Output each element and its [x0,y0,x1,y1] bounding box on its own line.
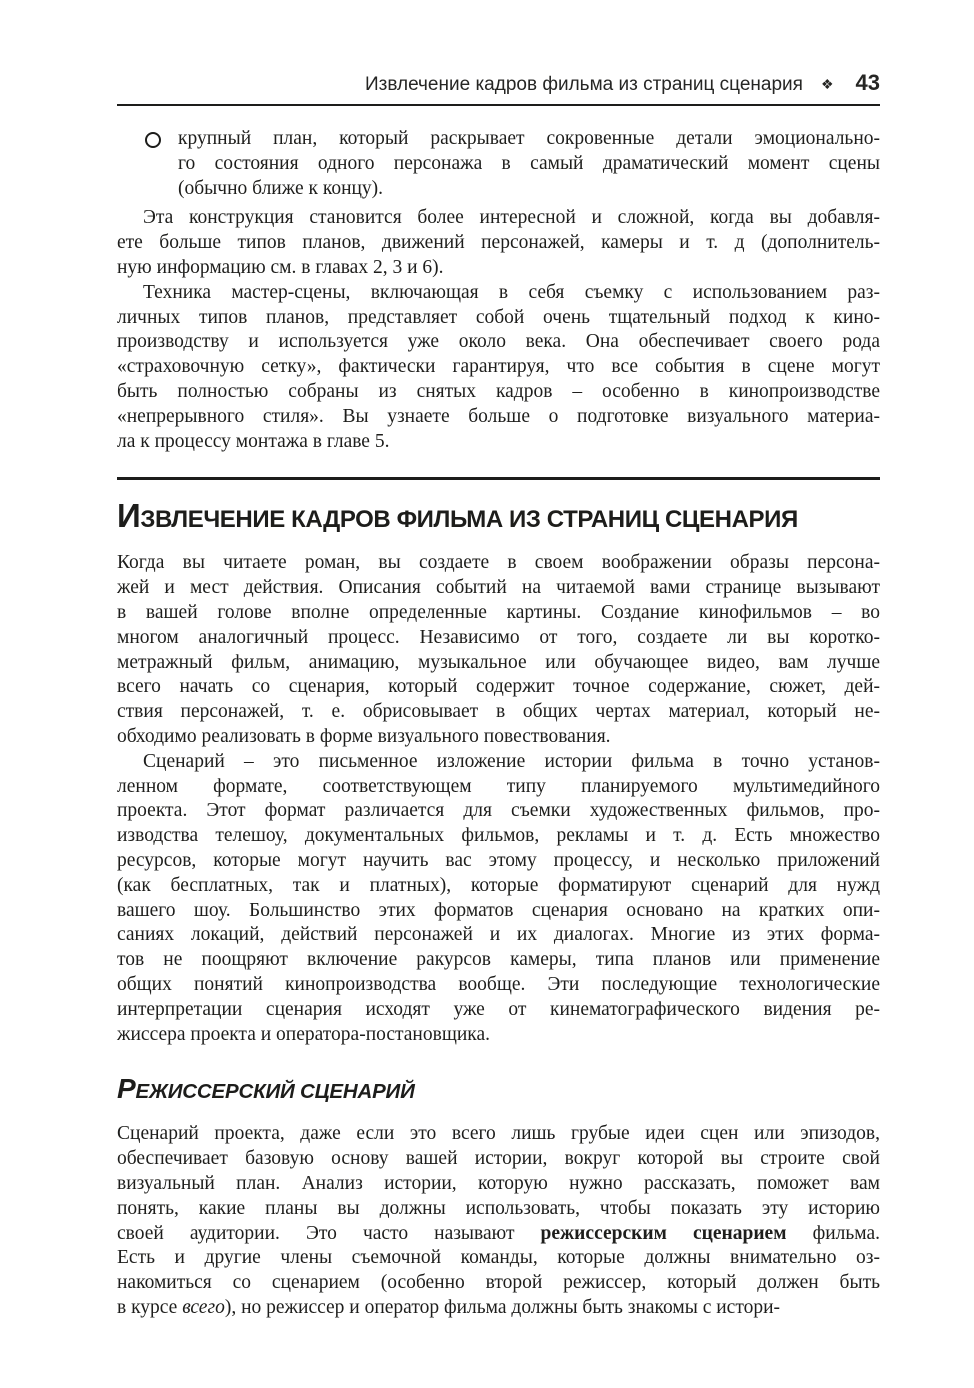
running-head-title: Извлечение кадров фильма из страниц сценария [364,74,803,95]
running-head [117,70,880,96]
bullet-list-item [145,127,880,201]
paragraph-directors-script: Сценарий проекта, даже если это всего лишь грубые идеи сцен или эпизодов, обеспечивает базовую основу вашей истории, вокруг которой вы строите свой визуальный план. Анализ истории, которую нужно рассказать, поможет вам понять, какие планы вы должны использовать, чтобы показать эту историю своей аудитории. Это часто называют режиссерским сценарием фильма. Есть и другие члены съемочной команды, которые должны внимательно оз- накомиться со сценарием (особенно второй режиссер, который должен быть в курсе всего), но режиссер и оператор фильма должны быть знакомы с истори- [117,1123,880,1318]
paragraph-reading-novel: Когда вы читаете роман, вы создаете в своем воображении образы персона- жей и мест действия. Описания событий на читаемой вами странице вызывают в вашей голове вполне определенные картины. Создание кинофильмов – во многом аналогичный процесс. Независимо от того, создаете ли вы коротко- метражный фильм, анимацию, музыкальное или обучающее видео, вам лучше всего начать со сценария, который содержит точное содержание, сюжет, дей- ствия персонажей, т. е. обрисовывает в общих чертах материал, который не- обходимо реализовать в форме визуального повествования. [117,552,880,748]
four-diamond-icon: ❖ [820,76,834,92]
paragraph-master-scene: Техника мастер-сцены, включающая в себя съемку с использованием раз- личных типов планов, представляет собой очень тщательный подход к кино- производству и используется уже около века. Она обеспечивает своего рода «страховочную сетку», фактически гарантируя, что все события в сцене могут быть полностью собраны из снятых кадров – особенно в кинопроизводстве «непрерывного стиля». Вы узнаете больше о подготовке визуального материа- ла к процессу монтажа в главе 5. [117,281,880,452]
header-rule [117,104,880,106]
subsection-title: РЕЖИССЕРСКИЙ СЦЕНАРИЙ [117,1073,415,1105]
paragraph-construction: Эта конструкция становится более интересной и сложной, когда вы добавля- ете больше типов планов, движений персонажей, камеры и т. д (дополнитель- ную информацию см. в главах 2, 3 и 6). [117,207,880,278]
paragraph-screenplay-format: Сценарий – это письменное изложение истории фильма в точно установ- ленном формате, соответствующем типу планируемого мультимедийного проекта. Этот формат различается для съемки художественных фильмов, про- изводства телешоу, документальных фильмов, рекламы и т. д. Есть множество ресурсов, которые могут научить вас этому процессу, и несколько приложений (как бесплатных, так и платных), которые форматируют сценарий для нужд вашего шоу. Большинство этих форматов сценария основано на кратких опи- саниях локаций, действий персонажей и их диалогах. Многие из этих форма- тов не поощряют включение ракурсов камеры, типа планов или применение общих понятий кинопроизводства вообще. Эти последующие технологические интерпретации сценария исходят уже от кинематографического видения ре- жиссера проекта и оператора-постановщика. [117,750,880,1045]
page-number: 43 [855,70,880,95]
section-title: ИЗВЛЕЧЕНИЕ КАДРОВ ФИЛЬМА ИЗ СТРАНИЦ СЦЕНАРИЯ [117,497,798,535]
open-circle-bullet-icon [145,127,178,201]
section-divider-rule [117,477,880,480]
bullet-item-text: крупный план, который раскрывает сокровенные детали эмоционально- го состояния одного персонажа в самый драматический момент сцены (обычно ближе к концу). [178,128,880,199]
